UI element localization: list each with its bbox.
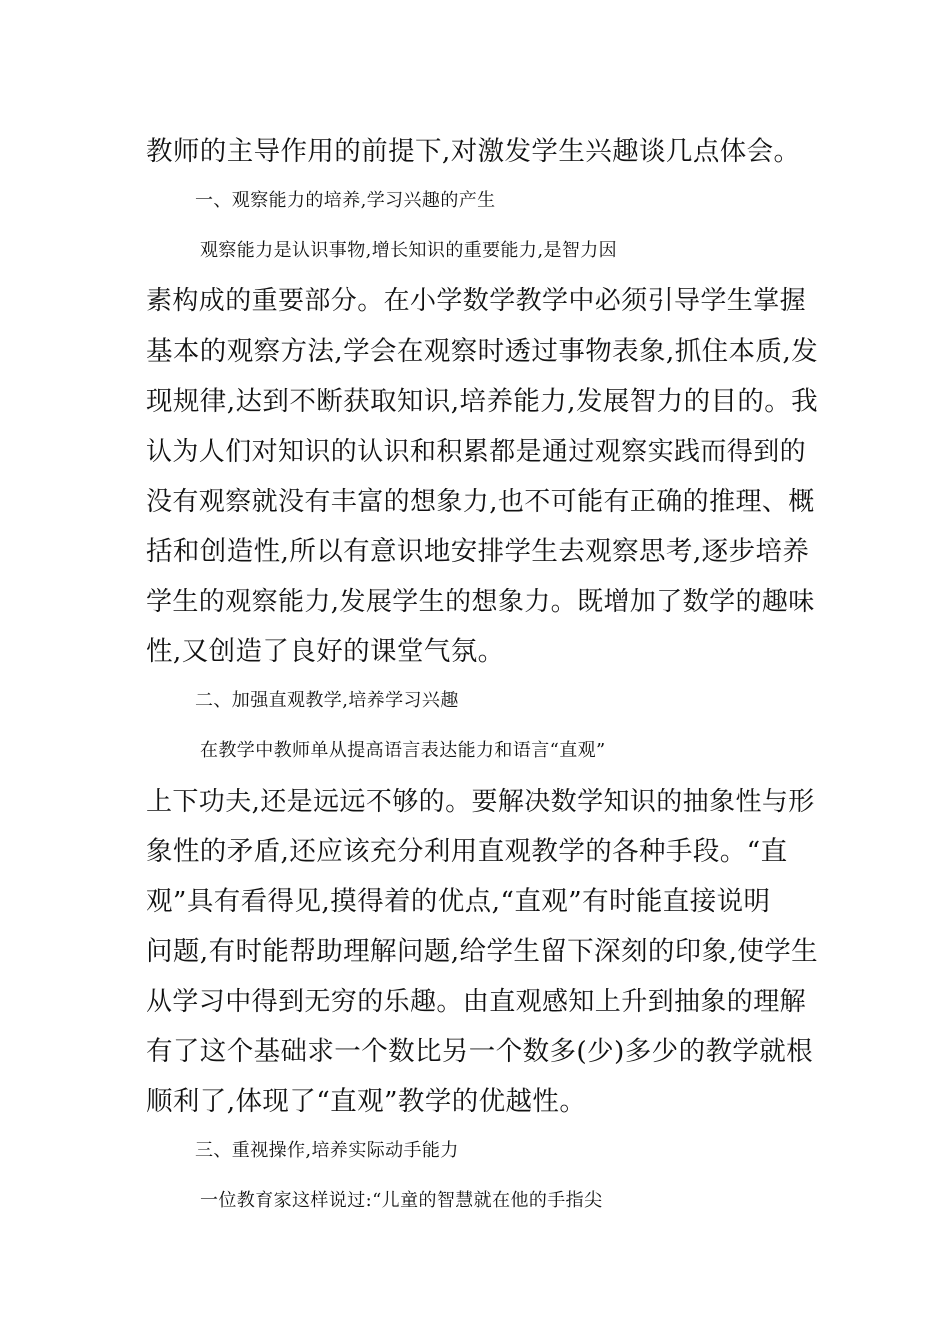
text-line: 性,又创造了良好的课堂气氛。 (146, 636, 505, 667)
text-line: 括和创造性,所以有意识地安排学生去观察思考,逐步培养 (146, 536, 810, 567)
text-line: 顺利了,体现了“直观”教学的优越性。 (146, 1086, 587, 1117)
text-line: 有了这个基础求一个数比另一个数多(少)多少的教学就根 (146, 1036, 814, 1067)
text-line: 上下功夫,还是远远不够的。要解决数学知识的抽象性与形 (146, 787, 815, 817)
paragraph-first-line: 在教学中教师单从提高语言表达能力和语言“直观” (200, 740, 606, 761)
text-line: 象性的矛盾,还应该充分利用直观教学的各种手段。“直 (146, 836, 788, 867)
section-heading-2: 二、加强直观教学,培养学习兴趣 (195, 690, 459, 711)
section-heading-3: 三、重视操作,培养实际动手能力 (195, 1140, 459, 1161)
paragraph-first-line: 一位教育家这样说过:“儿童的智慧就在他的手指尖 (200, 1190, 603, 1211)
text-line: 现规律,达到不断获取知识,培养能力,发展智力的目的。我 (146, 386, 819, 417)
text-line: 问题,有时能帮助理解问题,给学生留下深刻的印象,使学生 (146, 936, 819, 967)
text-line: 没有观察就没有丰富的想象力,也不可能有正确的推理、概 (146, 487, 815, 517)
text-line: 观”具有看得见,摸得着的优点,“直观”有时能直接说明 (146, 886, 771, 917)
text-line: 认为人们对知识的认识和积累都是通过观察实践而得到的 (146, 437, 807, 467)
text-line: 从学习中得到无穷的乐趣。由直观感知上升到抽象的理解 (146, 987, 807, 1017)
text-line: 学生的观察能力,发展学生的想象力。既增加了数学的趣味 (146, 587, 815, 617)
text-line: 基本的观察方法,学会在观察时透过事物表象,抓住本质,发 (146, 336, 819, 367)
text-line: 教师的主导作用的前提下,对激发学生兴趣谈几点体会。 (146, 136, 801, 167)
paragraph-first-line: 观察能力是认识事物,增长知识的重要能力,是智力因 (200, 240, 618, 261)
text-line: 素构成的重要部分。在小学数学教学中必须引导学生掌握 (146, 286, 807, 316)
section-heading-1: 一、观察能力的培养,学习兴趣的产生 (195, 190, 496, 211)
